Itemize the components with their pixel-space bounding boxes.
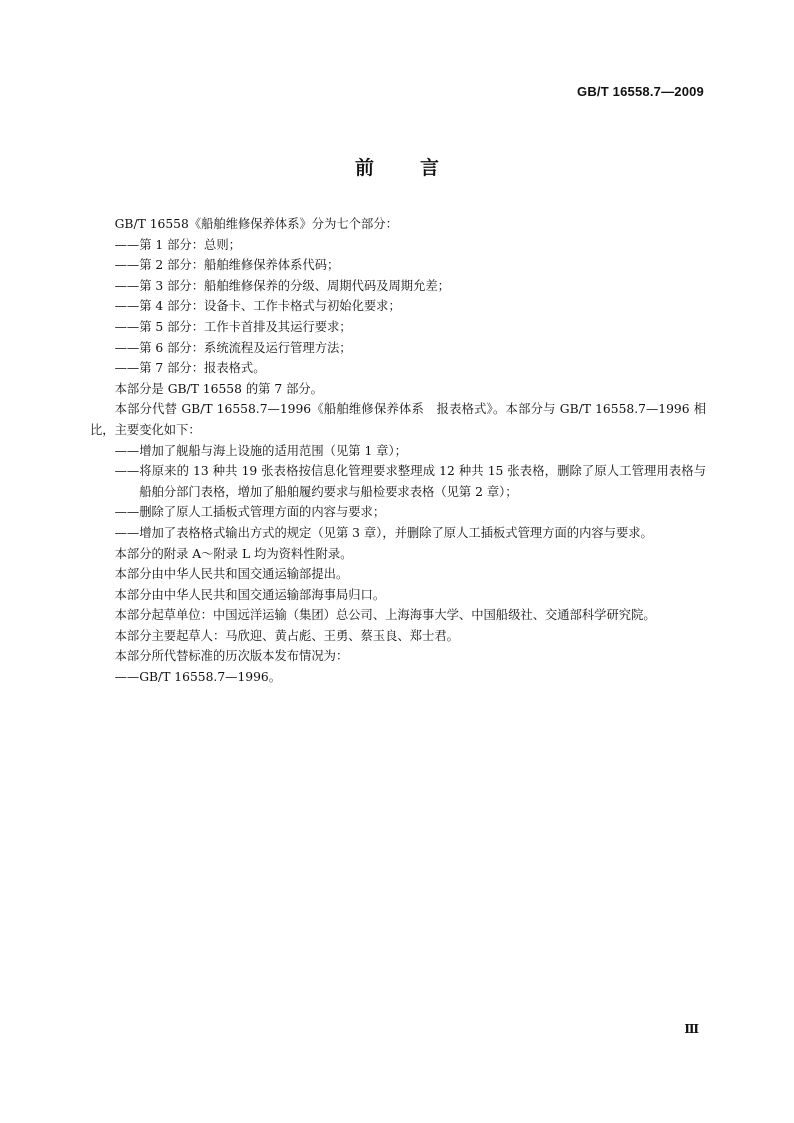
standard-code: GB/T 16558.7—2009 [577, 84, 704, 99]
paragraph: 本部分起草单位：中国远洋运输（集团）总公司、上海海事大学、中国船级社、交通部科学研究院。 [114, 608, 656, 623]
dash-item: ——增加了舰船与海上设施的适用范围（见第 1 章）； [114, 443, 407, 458]
paragraph: 本部分的附录 A～附录 L 均为资料性附录。 [114, 546, 353, 561]
dash-item: ——GB/T 16558.7—1996。 [114, 670, 282, 685]
paragraph: 本部分代替 GB/T 16558.7—1996《船舶维修保养体系 报表格式》。本部分与 GB/T 16558.7—1996 相比，主要变化如下： [90, 402, 706, 437]
dash-item: ——第 4 部分：设备卡、工作卡格式与初始化要求； [114, 299, 401, 314]
dash-item: ——第 2 部分：船舶维修保养体系代码； [114, 258, 340, 273]
dash-item: ——第 3 部分：船舶维修保养的分级、周期代码及周期允差； [114, 278, 450, 293]
paragraph: GB/T 16558《船舶维修保养体系》分为七个部分： [114, 217, 398, 231]
paragraph: 本部分所代替标准的历次版本发布情况为： [114, 649, 349, 664]
page-title: 前言 [354, 157, 485, 179]
paragraph: 本部分由中华人民共和国交通运输部提出。 [114, 567, 349, 582]
foreword-body [90, 214, 706, 688]
dash-item: ——删除了原人工插板式管理方面的内容与要求； [114, 505, 386, 520]
paragraph: 本部分是 GB/T 16558 的第 7 部分。 [114, 381, 323, 396]
paragraph: 本部分主要起草人：马欣迎、黄占彪、王勇、蔡玉良、郑士君。 [114, 628, 459, 643]
dash-item: ——第 6 部分：系统流程及运行管理方法； [114, 340, 352, 355]
dash-item: ——第 5 部分：工作卡首排及其运行要求； [114, 319, 352, 334]
paragraph: 本部分由中华人民共和国交通运输部海事局归口。 [114, 587, 386, 602]
dash-item: ——增加了表格格式输出方式的规定（见第 3 章），并删除了原人工插板式管理方面的内容与要求。 [114, 525, 653, 540]
dash-item: ——将原来的 13 种共 19 张表格按信息化管理要求整理成 12 种共 15 张表格，删除了原人工管理用表格与船舶分部门表格，增加了船舶履约要求与船检要求表格（见第 2 章）； [114, 464, 706, 499]
dash-item: ——第 7 部分：报表格式。 [114, 361, 266, 376]
dash-item: ——第 1 部分：总则； [114, 237, 241, 252]
page-number: Ⅲ [684, 1022, 699, 1036]
